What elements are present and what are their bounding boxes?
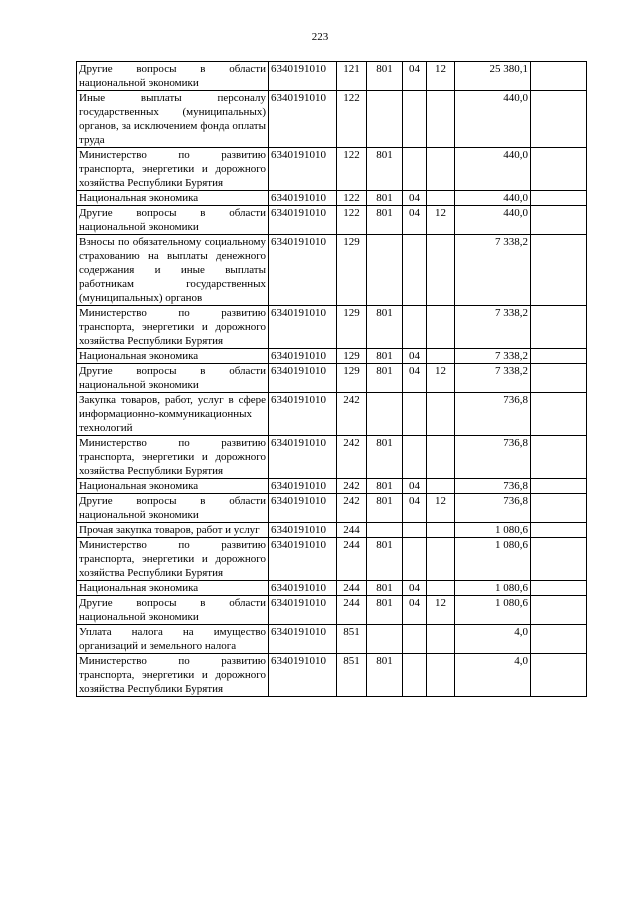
ministry-code-cell: 801 [367,206,403,235]
row-name-cell: Иные выплаты персоналу государственных (муниципальных) органов, за исключением фонда оплаты труда [77,91,269,148]
target-article-cell: 6340191010 [269,364,337,393]
expense-type-cell: 129 [337,364,367,393]
row-name-cell: Министерство по развитию транспорта, энергетики и дорожного хозяйства Республики Бурятия [77,436,269,479]
row-name-cell: Национальная экономика [77,479,269,494]
ministry-code-cell: 801 [367,191,403,206]
section-cell [403,235,427,306]
expense-type-cell: 242 [337,436,367,479]
section-cell [403,148,427,191]
section-cell [403,436,427,479]
amount-cell: 7 338,2 [455,235,531,306]
empty-cell [531,206,587,235]
table-row [77,364,587,393]
ministry-code-cell: 801 [367,538,403,581]
row-name-cell: Другие вопросы в области национальной экономики [77,596,269,625]
ministry-code-cell [367,523,403,538]
row-name-cell: Другие вопросы в области национальной экономики [77,494,269,523]
expense-type-cell: 129 [337,306,367,349]
expense-type-cell: 851 [337,654,367,697]
expense-type-cell: 244 [337,523,367,538]
table-row [77,479,587,494]
target-article-cell: 6340191010 [269,625,337,654]
target-article-cell: 6340191010 [269,306,337,349]
expense-type-cell: 122 [337,191,367,206]
row-name-cell: Другие вопросы в области национальной экономики [77,364,269,393]
section-cell [403,538,427,581]
subsection-cell: 12 [427,206,455,235]
row-name-cell: Национальная экономика [77,191,269,206]
empty-cell [531,148,587,191]
amount-cell: 1 080,6 [455,538,531,581]
empty-cell [531,581,587,596]
empty-cell [531,625,587,654]
table-row [77,625,587,654]
row-name-cell: Министерство по развитию транспорта, энергетики и дорожного хозяйства Республики Бурятия [77,148,269,191]
expense-type-cell: 122 [337,148,367,191]
section-cell: 04 [403,349,427,364]
table-row [77,148,587,191]
subsection-cell [427,235,455,306]
target-article-cell: 6340191010 [269,538,337,581]
empty-cell [531,235,587,306]
empty-cell [531,523,587,538]
amount-cell: 4,0 [455,654,531,697]
empty-cell [531,436,587,479]
section-cell: 04 [403,62,427,91]
section-cell [403,91,427,148]
target-article-cell: 6340191010 [269,206,337,235]
empty-cell [531,393,587,436]
expense-type-cell: 242 [337,479,367,494]
row-name-cell: Министерство по развитию транспорта, энергетики и дорожного хозяйства Республики Бурятия [77,538,269,581]
subsection-cell [427,349,455,364]
empty-cell [531,364,587,393]
subsection-cell [427,523,455,538]
ministry-code-cell [367,393,403,436]
subsection-cell [427,538,455,581]
subsection-cell [427,436,455,479]
target-article-cell: 6340191010 [269,62,337,91]
target-article-cell: 6340191010 [269,393,337,436]
row-name-cell: Уплата налога на имущество организаций и земельного налога [77,625,269,654]
empty-cell [531,494,587,523]
target-article-cell: 6340191010 [269,436,337,479]
amount-cell: 736,8 [455,436,531,479]
ministry-code-cell: 801 [367,306,403,349]
empty-cell [531,191,587,206]
amount-cell: 7 338,2 [455,306,531,349]
amount-cell: 736,8 [455,479,531,494]
ministry-code-cell: 801 [367,349,403,364]
target-article-cell: 6340191010 [269,235,337,306]
section-cell [403,654,427,697]
ministry-code-cell [367,235,403,306]
subsection-cell [427,479,455,494]
section-cell: 04 [403,581,427,596]
table-row [77,62,587,91]
empty-cell [531,62,587,91]
row-name-cell: Взносы по обязательному социальному страхованию на выплаты денежного содержания и иные выплаты работникам государственных (муниципальных) органов [77,235,269,306]
subsection-cell [427,148,455,191]
empty-cell [531,538,587,581]
amount-cell: 7 338,2 [455,364,531,393]
amount-cell: 25 380,1 [455,62,531,91]
amount-cell: 440,0 [455,91,531,148]
ministry-code-cell: 801 [367,479,403,494]
target-article-cell: 6340191010 [269,523,337,538]
expense-type-cell: 122 [337,206,367,235]
table-row [77,538,587,581]
target-article-cell: 6340191010 [269,148,337,191]
empty-cell [531,349,587,364]
row-name-cell: Прочая закупка товаров, работ и услуг [77,523,269,538]
section-cell: 04 [403,191,427,206]
section-cell [403,393,427,436]
ministry-code-cell: 801 [367,148,403,191]
empty-cell [531,654,587,697]
subsection-cell: 12 [427,596,455,625]
amount-cell: 736,8 [455,494,531,523]
amount-cell: 1 080,6 [455,581,531,596]
target-article-cell: 6340191010 [269,349,337,364]
target-article-cell: 6340191010 [269,596,337,625]
table-row [77,393,587,436]
expense-type-cell: 244 [337,581,367,596]
target-article-cell: 6340191010 [269,581,337,596]
target-article-cell: 6340191010 [269,494,337,523]
table-row [77,349,587,364]
expense-type-cell: 244 [337,538,367,581]
row-name-cell: Закупка товаров, работ, услуг в сфере информационно-коммуникационных технологий [77,393,269,436]
table-row [77,91,587,148]
empty-cell [531,91,587,148]
subsection-cell: 12 [427,364,455,393]
table-row [77,494,587,523]
section-cell: 04 [403,596,427,625]
table-row [77,523,587,538]
amount-cell: 440,0 [455,148,531,191]
target-article-cell: 6340191010 [269,479,337,494]
table-row [77,235,587,306]
amount-cell: 4,0 [455,625,531,654]
target-article-cell: 6340191010 [269,91,337,148]
row-name-cell: Другие вопросы в области национальной экономики [77,206,269,235]
expense-type-cell: 851 [337,625,367,654]
subsection-cell: 12 [427,494,455,523]
table-row [77,581,587,596]
empty-cell [531,479,587,494]
subsection-cell [427,393,455,436]
section-cell [403,625,427,654]
ministry-code-cell: 801 [367,494,403,523]
row-name-cell: Другие вопросы в области национальной экономики [77,62,269,91]
amount-cell: 1 080,6 [455,596,531,625]
ministry-code-cell: 801 [367,654,403,697]
subsection-cell [427,91,455,148]
subsection-cell [427,654,455,697]
row-name-cell: Министерство по развитию транспорта, энергетики и дорожного хозяйства Республики Бурятия [77,306,269,349]
section-cell [403,523,427,538]
table-body [77,62,587,697]
table-row [77,306,587,349]
amount-cell: 440,0 [455,206,531,235]
target-article-cell: 6340191010 [269,654,337,697]
expense-type-cell: 122 [337,91,367,148]
amount-cell: 1 080,6 [455,523,531,538]
expense-type-cell: 129 [337,235,367,306]
target-article-cell: 6340191010 [269,191,337,206]
table-row [77,206,587,235]
expense-type-cell: 242 [337,393,367,436]
section-cell [403,306,427,349]
expense-type-cell: 129 [337,349,367,364]
ministry-code-cell [367,625,403,654]
row-name-cell: Национальная экономика [77,349,269,364]
row-name-cell: Национальная экономика [77,581,269,596]
ministry-code-cell: 801 [367,364,403,393]
ministry-code-cell: 801 [367,436,403,479]
subsection-cell [427,625,455,654]
empty-cell [531,306,587,349]
subsection-cell [427,306,455,349]
empty-cell [531,596,587,625]
table-row [77,654,587,697]
section-cell: 04 [403,364,427,393]
row-name-cell: Министерство по развитию транспорта, энергетики и дорожного хозяйства Республики Бурятия [77,654,269,697]
table-row [77,436,587,479]
section-cell: 04 [403,479,427,494]
table-row [77,596,587,625]
expense-type-cell: 244 [337,596,367,625]
expense-type-cell: 121 [337,62,367,91]
section-cell: 04 [403,206,427,235]
subsection-cell: 12 [427,62,455,91]
amount-cell: 7 338,2 [455,349,531,364]
budget-table [76,61,587,697]
table-row [77,191,587,206]
subsection-cell [427,581,455,596]
subsection-cell [427,191,455,206]
ministry-code-cell: 801 [367,62,403,91]
expense-type-cell: 242 [337,494,367,523]
ministry-code-cell: 801 [367,581,403,596]
section-cell: 04 [403,494,427,523]
ministry-code-cell [367,91,403,148]
amount-cell: 736,8 [455,393,531,436]
ministry-code-cell: 801 [367,596,403,625]
amount-cell: 440,0 [455,191,531,206]
page-number: 223 [311,31,329,43]
